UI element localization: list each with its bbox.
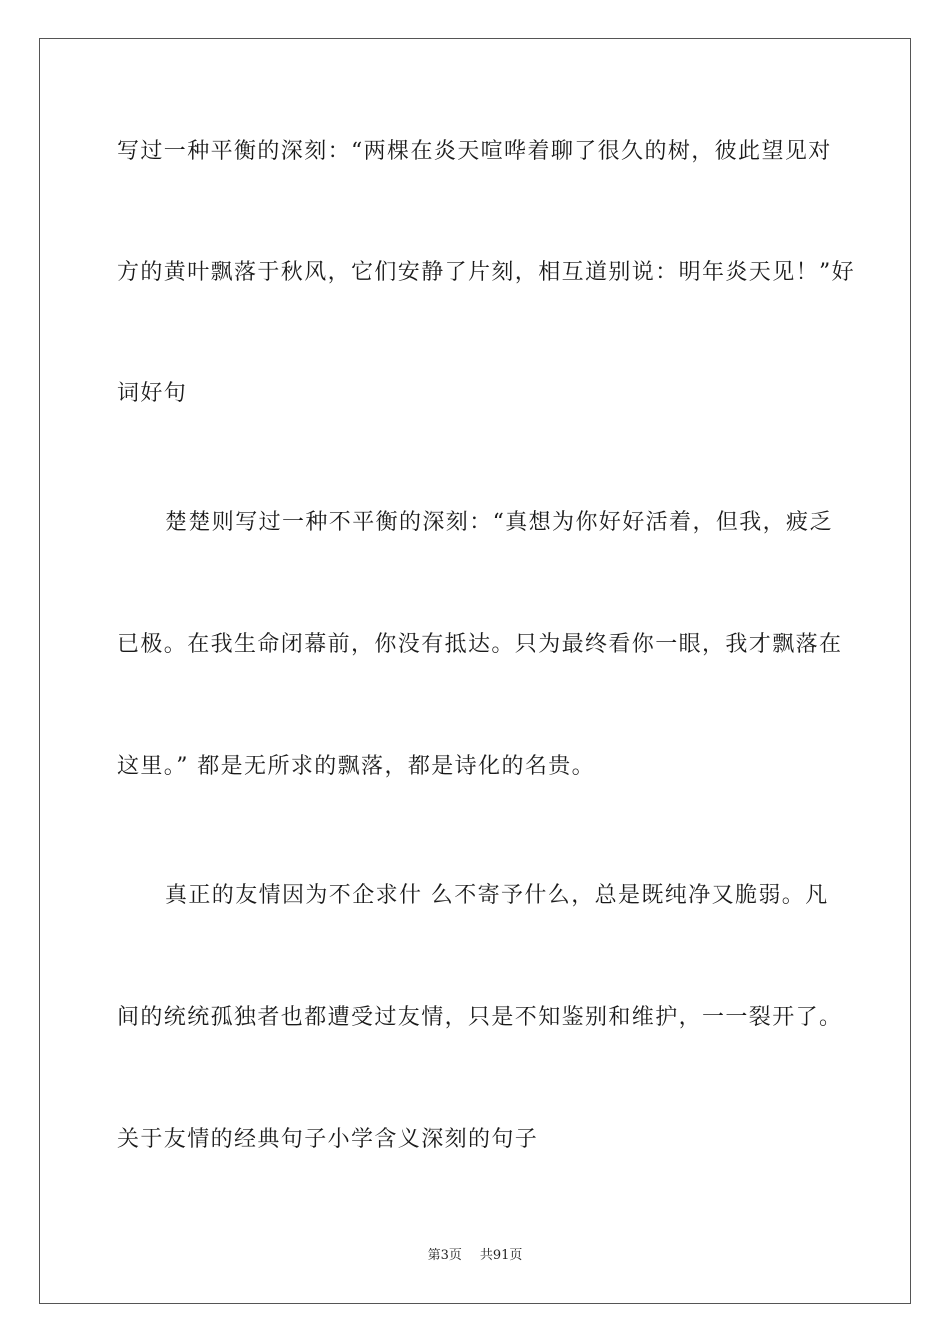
text-line: 方的黄叶飘落于秋风，它们安静了片刻，相互道别说：明年炎天见！”好 <box>117 260 856 285</box>
page-border <box>39 38 911 1304</box>
section-heading: 关于友情的经典句子小学含义深刻的句子 <box>117 1127 539 1152</box>
paragraph-start-line: 楚楚则写过一种不平衡的深刻：“真想为你好好活着，但我，疲乏 <box>165 510 833 535</box>
page-number: 第3页 <box>427 1248 462 1263</box>
text-line: 词好句 <box>117 381 188 406</box>
text-line: 这里。” 都是无所求的飘落，都是诗化的名贵。 <box>117 754 596 779</box>
text-line: 间的统统孤独者也都遭受过友情，只是不知鉴别和维护，一一裂开了。 <box>117 1005 843 1030</box>
text-line: 写过一种平衡的深刻：“两棵在炎天喧哗着聊了很久的树，彼此望见对 <box>117 139 832 164</box>
page-footer <box>0 1247 950 1265</box>
paragraph-start-line: 真正的友情因为不企求什 么不寄予什么，总是既纯净又脆弱。凡 <box>165 883 829 908</box>
text-line: 已极。在我生命闭幕前，你没有抵达。只为最终看你一眼，我才飘落在 <box>117 632 843 657</box>
page-total: 共91页 <box>479 1248 523 1263</box>
